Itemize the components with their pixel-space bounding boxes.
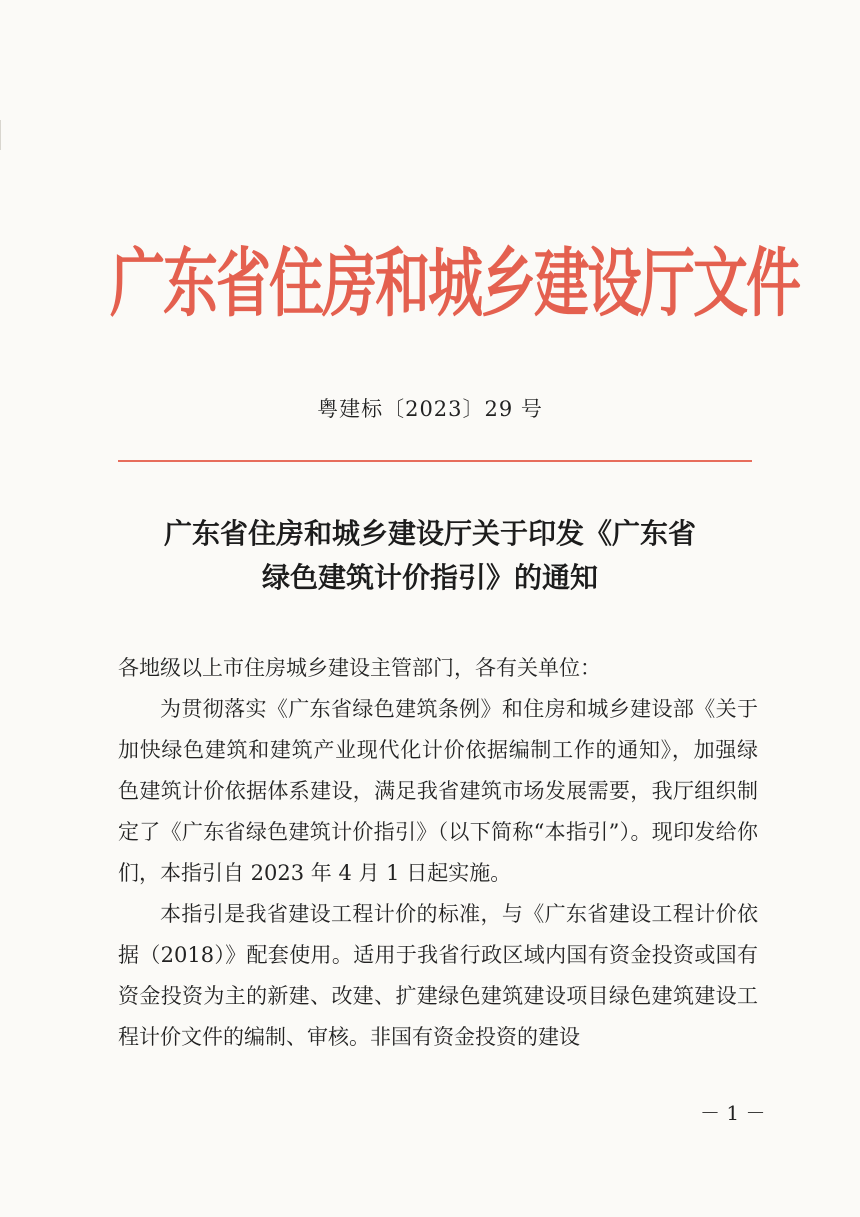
issuer-header-title: 广东省住房和城乡建设厅文件 — [110, 240, 800, 327]
notice-body — [118, 648, 758, 1058]
salutation: 各地级以上市住房城乡建设主管部门，各有关单位： — [118, 656, 601, 680]
paragraph-2: 本指引是我省建设工程计价的标准，与《广东省建设工程计价依据（2018）》配套使用。适用于我省行政区域内国有资金投资或国有资金投资为主的新建、改建、扩建绿色建筑建设项目绿色建筑建设工程计价文件的编制、审核。非国有资金投资的建设 — [118, 902, 758, 1049]
notice-title-line-2: 绿色建筑计价指引》的通知 — [261, 561, 598, 594]
notice-title-line-1: 广东省住房和城乡建设厅关于印发《广东省 — [163, 517, 696, 550]
document-number: 粤建标〔2023〕29 号 — [317, 397, 543, 421]
paragraph-1: 为贯彻落实《广东省绿色建筑条例》和住房和城乡建设部《关于加快绿色建筑和建筑产业现代化计价依据编制工作的通知》，加强绿色建筑计价依据体系建设，满足我省建筑市场发展需要，我厅组织制定了《广东省绿色建筑计价指引》（以下简称“本指引”）。现印发给你们，本指引自 2023 年 4 月 1 日起实施。 — [118, 697, 758, 885]
page-number: － 1 － — [700, 1101, 766, 1125]
red-separator-line — [118, 460, 752, 462]
binding-mark — [0, 120, 7, 150]
notice-title — [110, 512, 750, 600]
